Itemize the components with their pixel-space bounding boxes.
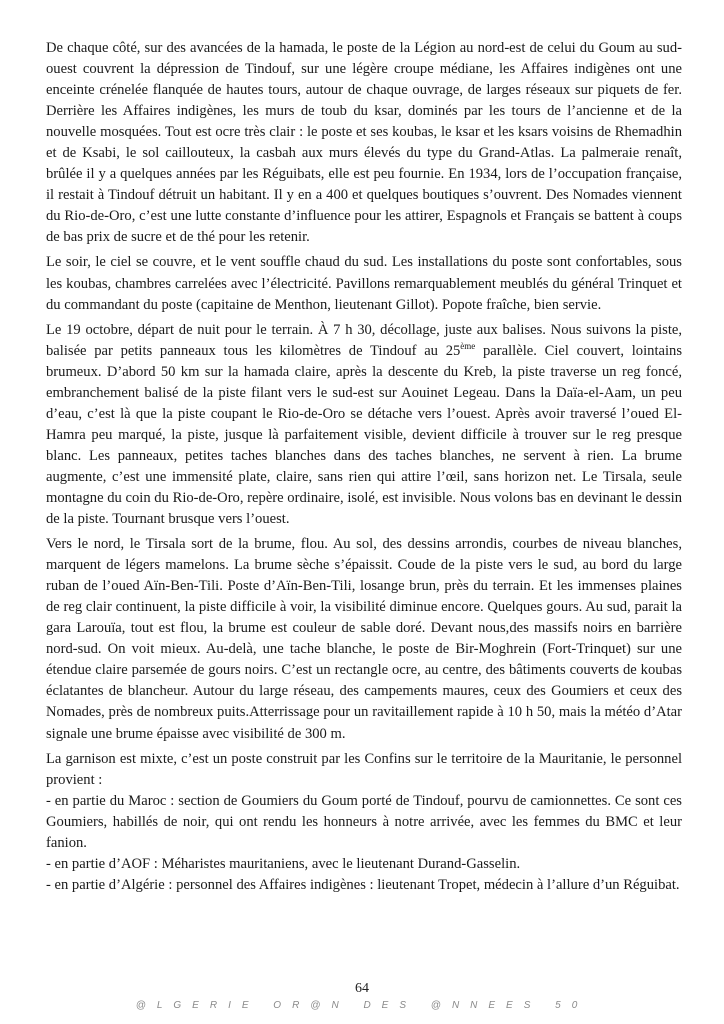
- page-number: 64: [355, 981, 369, 996]
- document-body: [46, 38, 682, 898]
- list-item: - en partie du Maroc : section de Goumiers du Goum porté de Tindouf, pourvu de camionnettes. Ce sont ces Goumiers, habillés de noir, qui ont rendu les honneurs à notre arrivée, avec les femmes du BMC et leur fanion.: [46, 792, 682, 851]
- paragraph: De chaque côté, sur des avancées de la hamada, le poste de la Légion au nord-est de celui du Goum au sud-ouest couvrent la dépression de Tindouf, sur une légère croupe médiane, les Affaires indigènes ont une enceinte crénelée flanquée de hautes tours, autour de chaque ouvrage, de larges réseaux sur piquets de fer. Derrière les Affaires indigènes, les murs de toub du ksar, dominés par les tours de l’ancienne et de la nouvelle mosquées. Tout est ocre très clair : le poste et ses koubas, le ksar et les ksars voisins de Rhemadhin et de Ksabi, le sol caillouteux, la casbah aux murs élevés du type du Grand-Atlas. La palmeraie renaît, brûlée il y a quelques années par les Réguibats, elle est peu fournie. En 1934, lors de l’occupation française, il restait à Tindouf détruit un habitant. Il y en a 400 et quelques boutiques s’ouvrent. Des Nomades viennent du Rio-de-Oro, c’est une lutte constante d’influence pour les attirer, Espagnols et Français se battent à coups de bas prix de sucre et de thé pour les retenir.: [46, 40, 682, 246]
- paragraph-text: parallèle. Ciel couvert, lointains brumeux. D’abord 50 km sur la hamada claire, après la descente du Kreb, la piste traverse un reg foncé, embranchement balisé de la piste filant vers le sud-est sur Aouinet Legeau. Dans la Daïa-el-Aam, un peu d’eau, c’est là que la piste coupant le Rio-de-Oro se détache vers l’ouest. Après avoir traversé l’oued El-Hamra peu marqué, la piste, jusque là parfaitement visible, devient difficile à trouver sur le reg presque blanc. Les panneaux, petites taches blanches dans des taches blanches, ne servent à rien. La brume augmente, c’est une immensité plate, claire, sans rien qui attire l’œil, sans horizon net. Le Tirsala, seule montagne du coin du Rio-de-Oro, repère ordinaire, isolé, est invisible. Nous volons bas en devinant le dessin de la piste. Tournant brusque vers l’ouest.: [46, 342, 683, 528]
- superscript: ème: [460, 340, 476, 351]
- paragraph: Vers le nord, le Tirsala sort de la brume, flou. Au sol, des dessins arrondis, courbes de niveau blanches, marquent de légers mamelons. La brume sèche s’épaissit. Coude de la piste vers le sud, au bord du large ruban de l’oued Aïn-Ben-Tili. Poste d’Aïn-Ben-Tili, losange brun, près du terrain. Et les immenses plaines de reg clair continuent, la piste difficile à voir, la visibilité diminue encore. Quelques gours. Au sud, parait la gara Larouïa, tout est flou, la brume est couleur de sable doré. Devant nous,des massifs noirs en barrière nord-sud. On voit mieux. Au-delà, une tache blanche, le poste de Bir-Moghrein (Fort-Trinquet) sur une étendue claire parsemée de gours noirs. C’est un rectangle ocre, au centre, des bâtiments couverts de koubas éclatantes de blancheur. Autour du large réseau, des campements maures, ceux des Goumiers et ceux des Nomades, près de nombreux puits.Atterrissage pour un ravitaillement rapide à 10 h 50, mais la météo d’Atar signale une brume épaisse avec visibilité de 300 m.: [46, 536, 682, 742]
- paragraph: Le soir, le ciel se couvre, et le vent souffle chaud du sud. Les installations du poste sont confortables, sous les koubas, chambres carrelées avec l’électricité. Pavillons remarquablement meublés du général Trinquet et du commandant du poste (capitaine de Menthon, lieutenant Gillot). Popote fraîche, bien servie.: [46, 254, 682, 313]
- list-item: - en partie d’AOF : Méharistes mauritaniens, avec le lieutenant Durand-Gasselin.: [46, 855, 521, 872]
- paragraph-with-superscript: [46, 320, 682, 530]
- footer-brand: @LGERIE OR@N DES @NNEES 50: [135, 1000, 589, 1011]
- paragraph-text: Le 19 octobre, départ de nuit pour le terrain. À 7 h 30, décollage, juste aux balises. Nous suivons la piste, balisée par petits panneaux tous les kilomètres de Tindouf au 25: [46, 321, 682, 359]
- list-item: - en partie d’Algérie : personnel des Affaires indigènes : lieutenant Tropet, médecin à l’allure d’un Réguibat.: [46, 876, 680, 893]
- paragraph: La garnison est mixte, c’est un poste construit par les Confins sur le territoire de la Mauritanie, le personnel provient :: [46, 750, 682, 788]
